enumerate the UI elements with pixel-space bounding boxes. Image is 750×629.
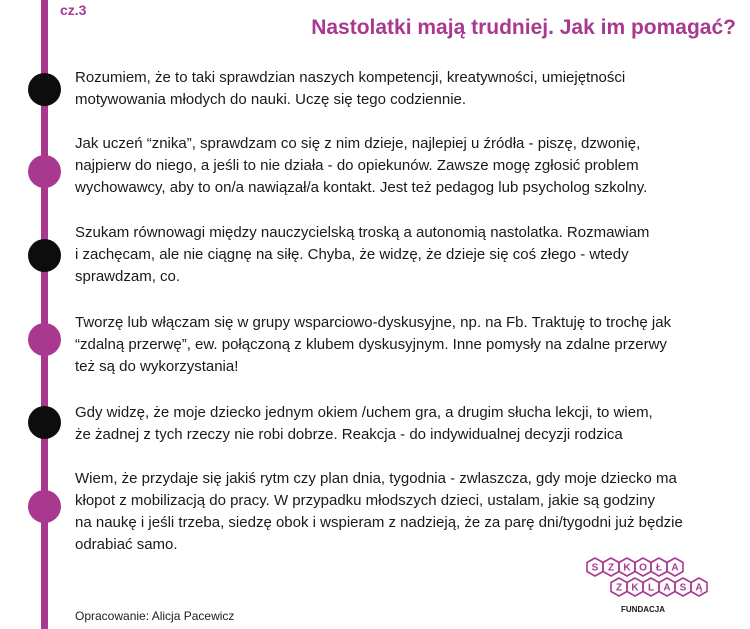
timeline-dot-purple (28, 155, 61, 188)
paragraph-line: Szukam równowagi między nauczycielską troską a autonomią nastolatka. Rozmawiam (75, 224, 650, 241)
timeline-dot-black (28, 73, 61, 106)
part-label: cz.3 (60, 2, 87, 18)
paragraph-line: odrabiać samo. (75, 536, 178, 553)
timeline-dot-black (28, 239, 61, 272)
logo-letter: O (639, 562, 647, 574)
paragraph (75, 468, 725, 556)
logo-letter: Ą (695, 582, 703, 594)
logo-letter: A (663, 582, 671, 594)
paragraph-line: “zdalną przerwę”, ew. połączoną z klubem dyskusyjnym. Inne pomysły na zdalne przerwy (75, 336, 667, 353)
paragraph-line: wychowawcy, aby to on/a nawiązał/a kontakt. Jest też pedagog lub psycholog szkolny. (75, 179, 648, 196)
paragraph-line: i zachęcam, ale nie ciągnę na siłę. Chyba, że widzę, że dzieje się coś złego - wtedy (75, 246, 629, 263)
logo-letter: K (631, 582, 639, 594)
paragraph-line: kłopot z mobilizacją do pracy. W przypadku młodszych dzieci, ustalam, jakie są godziny (75, 492, 655, 509)
timeline-dot-purple (28, 323, 61, 356)
logo-letter: A (671, 562, 679, 574)
paragraph-line: motywowania młodych do nauki. Uczę się tego codziennie. (75, 91, 467, 108)
foundation-logo (585, 556, 725, 626)
logo-letter: Z (615, 582, 623, 594)
paragraph-line: Wiem, że przydaje się jakiś rytm czy plan dnia, tygodnia - zwlaszcza, gdy moje dziecko ma (75, 470, 677, 487)
logo-letter: K (623, 562, 631, 574)
logo-letter: Ł (655, 562, 663, 574)
logo-letter: Z (607, 562, 615, 574)
paragraph (75, 67, 725, 111)
paragraph-line: sprawdzam, co. (75, 268, 181, 285)
logo-letter: S (591, 562, 599, 574)
paragraph-line: Gdy widzę, że moje dziecko jednym okiem /uchem gra, a drugim słucha lekcji, to wiem, (75, 404, 653, 421)
paragraph-line: Rozumiem, że to taki sprawdzian naszych kompetencji, kreatywności, umiejętności (75, 69, 626, 86)
paragraph (75, 402, 725, 446)
paragraph (75, 133, 725, 199)
paragraph-line: Jak uczeń “znika”, sprawdzam co się z nim dzieje, najlepiej u źródła - piszę, dzwonię, (75, 135, 641, 152)
paragraph-line: na naukę i jeśli trzeba, siedzę obok i wspieram z nadzieją, że za parę dni/tygodni już będzie (75, 514, 683, 531)
page-title: Nastolatki mają trudniej. Jak im pomagać? (311, 16, 736, 39)
paragraph-line: najpierw do niego, a jeśli to nie działa - do opiekunów. Zawsze mogę zgłosić problem (75, 157, 639, 174)
logo-letter: L (647, 582, 655, 594)
paragraph-line: też są do wykorzystania! (75, 358, 239, 375)
author-credit: Opracowanie: Alicja Pacewicz (75, 609, 235, 623)
logo-letter: S (679, 582, 687, 594)
paragraph (75, 222, 725, 288)
logo-caption: FUNDACJA (621, 605, 665, 614)
timeline-dot-purple (28, 490, 61, 523)
paragraph-line: Tworzę lub włączam się w grupy wsparciowo-dyskusyjne, np. na Fb. Traktuję to trochę jak (75, 314, 672, 331)
paragraph (75, 312, 725, 378)
paragraph-line: że żadnej z tych rzeczy nie robi dobrze. Reakcja - do indywidualnej decyzji rodzica (75, 426, 623, 443)
timeline-dot-black (28, 406, 61, 439)
